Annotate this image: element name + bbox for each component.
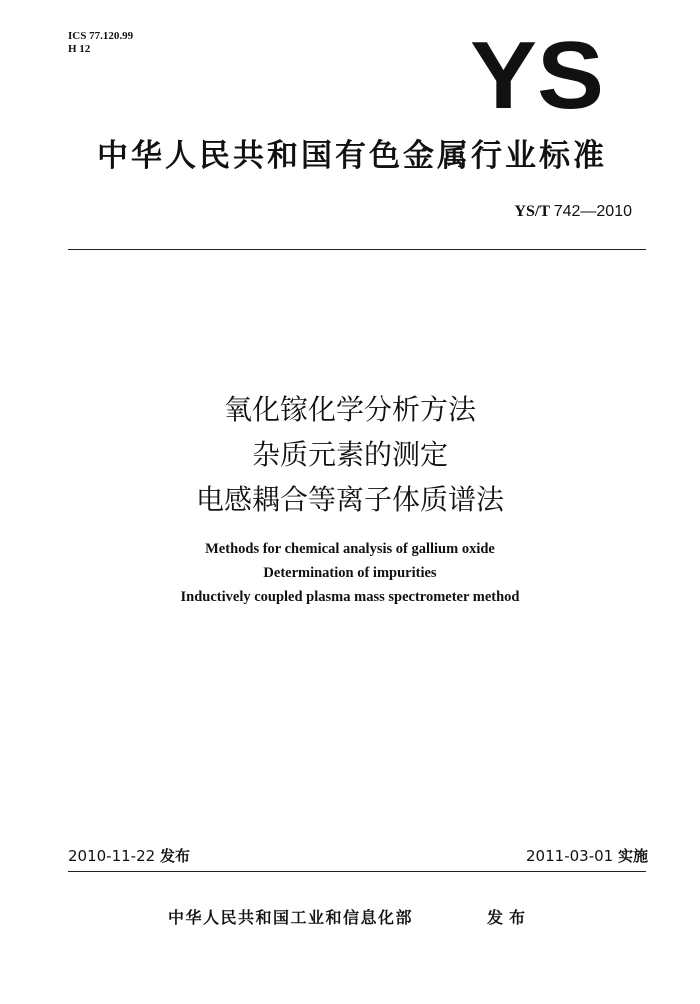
issue-date-value: 2010-11-22 bbox=[68, 847, 156, 865]
implementation-date-value: 2011-03-01 bbox=[526, 847, 614, 865]
chinese-title-line-3: 电感耦合等离子体质谱法 bbox=[195, 483, 504, 516]
chinese-title-line-1: 氧化镓化学分析方法 bbox=[223, 393, 476, 426]
ys-logo-text: YS bbox=[470, 38, 604, 110]
implementation-date bbox=[526, 845, 648, 866]
chinese-title bbox=[0, 387, 700, 522]
english-title-line-3: Inductively coupled plasma mass spectrometer method bbox=[180, 589, 520, 605]
english-title-line-1: Methods for chemical analysis of gallium oxide bbox=[205, 541, 495, 557]
ics-code: ICS 77.120.99 bbox=[68, 30, 134, 42]
top-divider bbox=[68, 249, 646, 250]
ccs-code: H 12 bbox=[68, 43, 91, 55]
ys-logo bbox=[470, 38, 604, 110]
standard-number-value: 742—2010 bbox=[553, 203, 632, 220]
english-title-line-2: Determination of impurities bbox=[263, 565, 437, 581]
standard-prefix: YS/T bbox=[514, 203, 550, 220]
bottom-divider bbox=[68, 871, 646, 872]
issue-date-label: 发布 bbox=[159, 847, 190, 865]
issuing-action: 发布 bbox=[487, 908, 532, 927]
classification-codes bbox=[68, 30, 133, 56]
chinese-title-line-2: 杂质元素的测定 bbox=[251, 438, 448, 471]
english-title bbox=[0, 537, 700, 609]
standard-number bbox=[514, 203, 632, 221]
industry-standard-heading: 中华人民共和国有色金属行业标准 bbox=[97, 138, 607, 174]
issuing-authority: 中华人民共和国工业和信息化部 bbox=[168, 908, 414, 927]
implementation-date-label: 实施 bbox=[617, 847, 648, 865]
issue-date bbox=[68, 845, 190, 866]
